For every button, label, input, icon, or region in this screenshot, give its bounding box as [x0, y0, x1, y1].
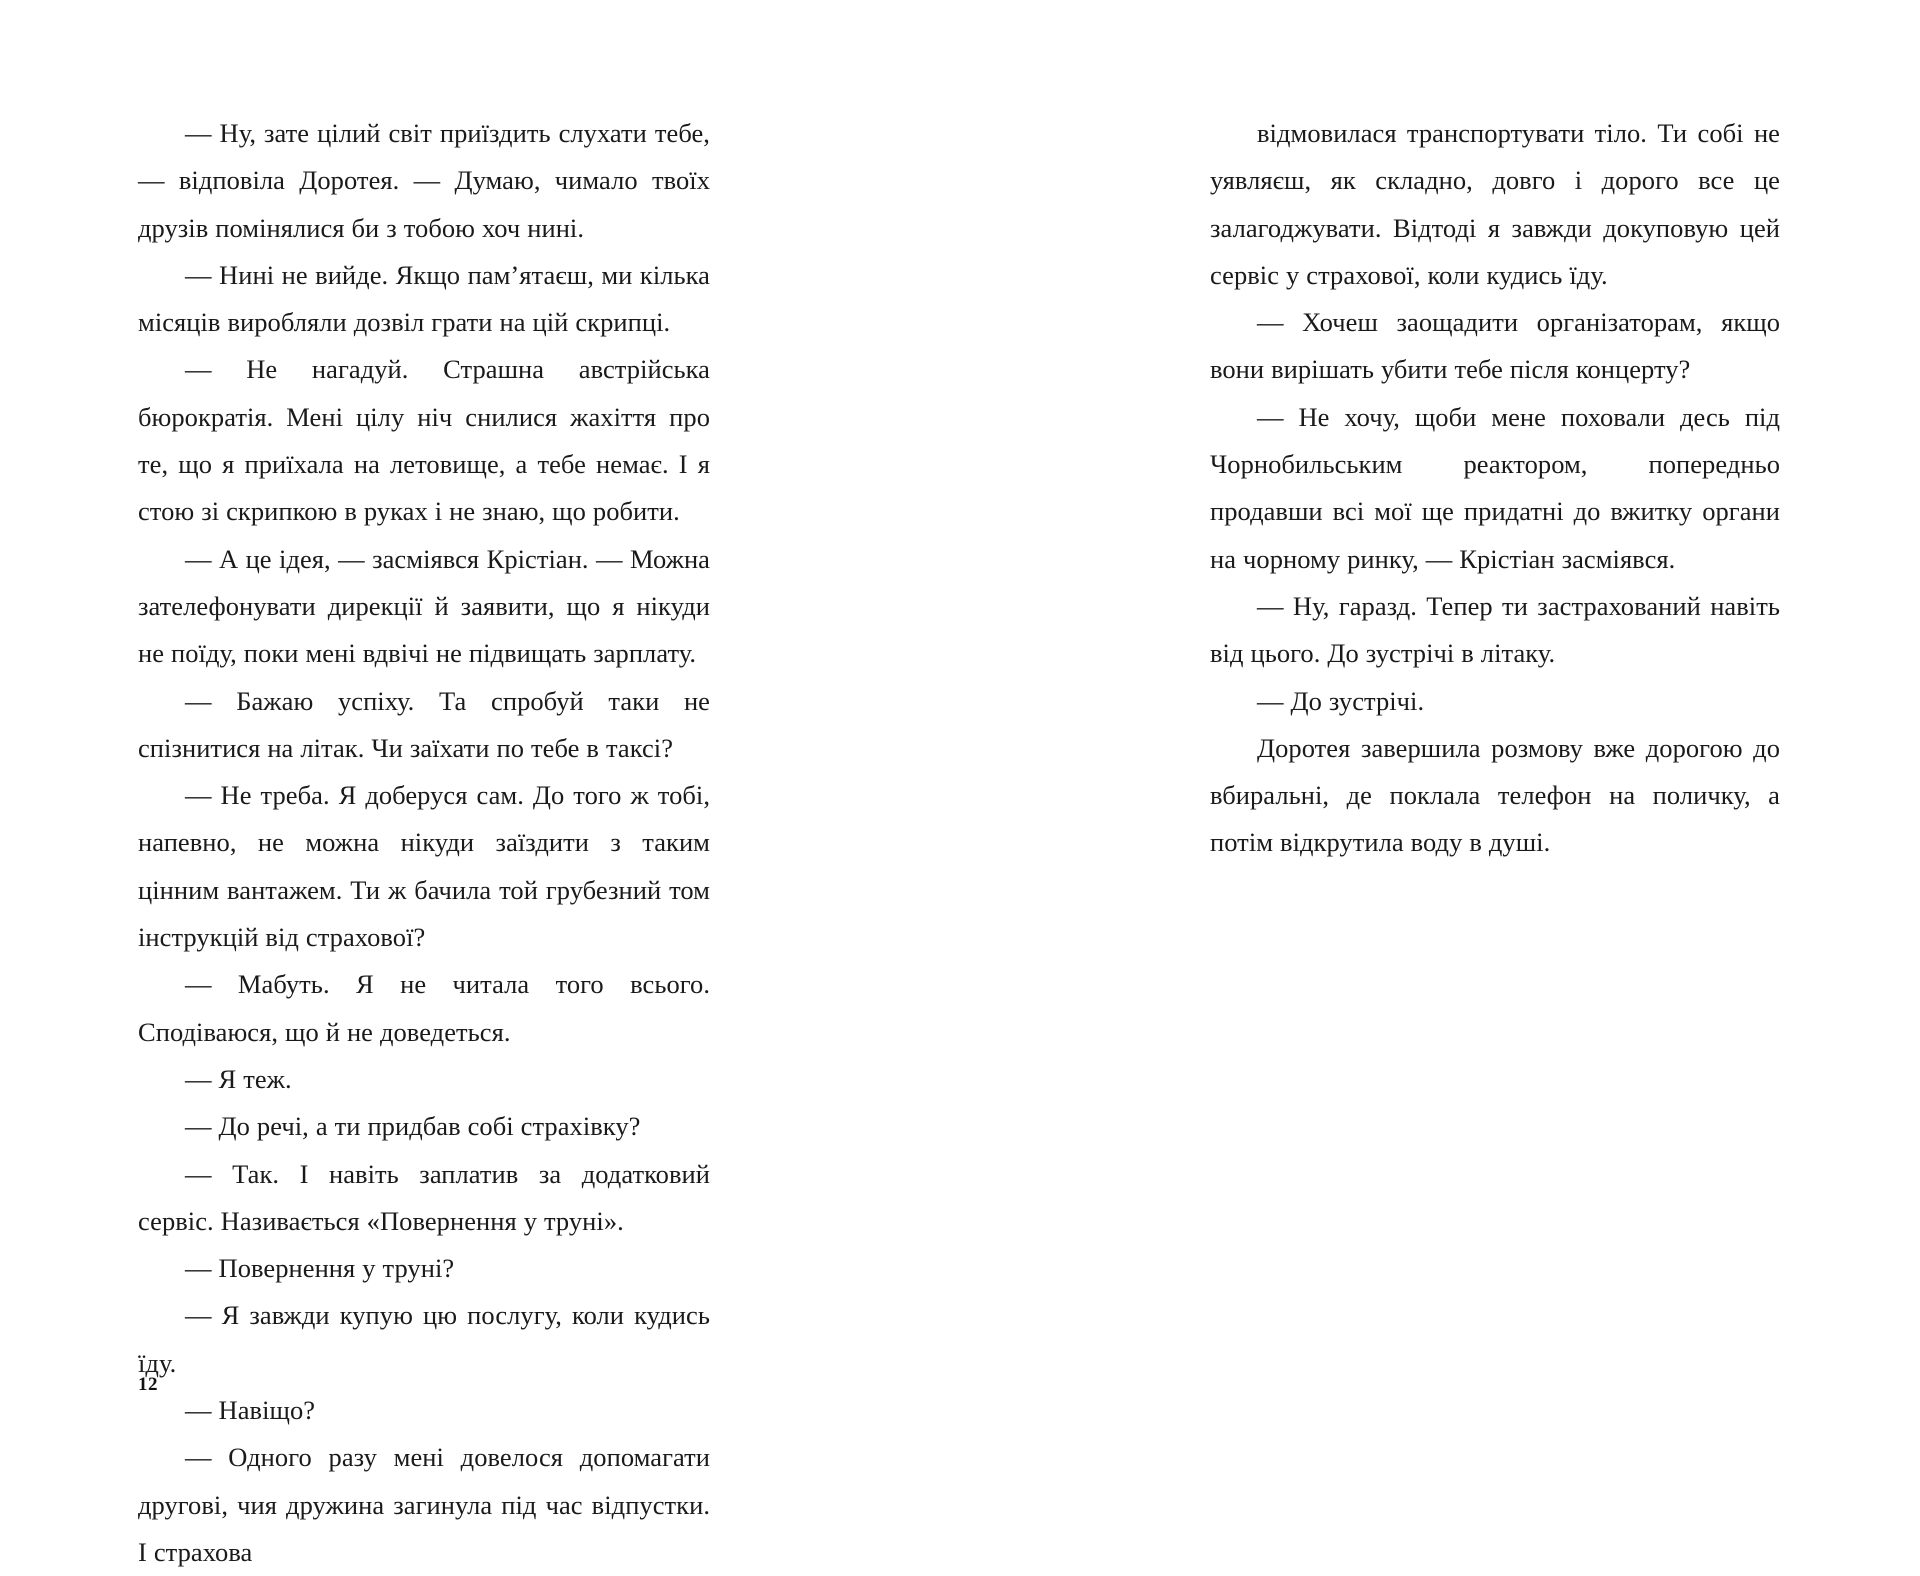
paragraph: — Навіщо? [185, 1395, 316, 1426]
paragraph: — Одного разу мені довелося допомагати другові, чия дружина загинула під час відпустки. І страхова [138, 1442, 710, 1567]
paragraph: — До зустрічі. [1257, 685, 1425, 716]
paragraph: — Ну, зате цілий світ приїздить слухати тебе, — відповіла Доротея. — Думаю, чимало твоїх друзів помінялися би з тобою хоч нині. [138, 118, 710, 243]
paragraph: — Мабуть. Я не читала того всього. Сподіваюся, що й не доведеться. [138, 969, 710, 1047]
paragraph: відмовилася транспортувати тіло. Ти собі не уявляєш, як складно, довго і дорого все це залагоджувати. Відтоді я завжди докуповую цей сервіс у страхової, коли кудись їду. [1210, 118, 1780, 290]
paragraph: — Не треба. Я доберуся сам. До того ж тобі, напевно, не можна нікуди заїздити з таким цінним вантажем. Ти ж бачила той грубезний том інструкцій від страхової? [138, 780, 710, 953]
paragraph: — Хочеш заощадити організаторам, якщо вони вирішать убити тебе після концерту? [1210, 307, 1780, 385]
paragraph: — Не хочу, щоби мене поховали десь під Чорнобильським реактором, попередньо продавши всі мої ще придатні до вжитку органи на чорному ринку, — Крістіан засміявся. [1210, 401, 1780, 574]
paragraph: — Я завжди купую цю послугу, коли кудись їду. [138, 1300, 710, 1378]
paragraph: — Так. І навіть заплатив за додатковий сервіс. Називається «Повернення у труні». [138, 1158, 710, 1236]
right-page [960, 0, 1920, 1477]
paragraph: — Не нагадуй. Страшна австрійська бюрократія. Мені цілу ніч снилися жахіття про те, що я приїхала на летовище, а тебе немає. І я стою зі скрипкою в руках і не знаю, що робити. [138, 354, 710, 527]
paragraph: — Повернення у труні? [185, 1253, 455, 1284]
paragraph: — Ну, гаразд. Тепер ти застрахований навіть від цього. До зустрічі в літаку. [1210, 590, 1780, 669]
paragraph: — Бажаю успіху. Та спробуй таки не спізнитися на літак. Чи заїхати по тебе в таксі? [138, 685, 710, 763]
paragraph: — Нині не вийде. Якщо пам’ятаєш, ми кілька місяців виробляли дозвіл грати на цій скрипці. [138, 259, 710, 338]
right-page-text-block [1210, 110, 1780, 867]
left-page-text-block [138, 110, 710, 1576]
paragraph: Доротея завершила розмову вже дорогою до вбиральні, де поклала телефон на поличку, а потім відкрутила воду в душі. [1210, 732, 1780, 858]
paragraph: — До речі, а ти придбав собі страхівку? [185, 1111, 641, 1142]
left-page [0, 0, 960, 1567]
paragraph: — А це ідея, — засміявся Крістіан. — Можна зателефонувати дирекції й заявити, що я нікуди не поїду, поки мені вдвічі не підвищать зарплату. [138, 543, 710, 669]
paragraph: — Я теж. [185, 1063, 292, 1094]
page-number: 12 [138, 1374, 158, 1395]
